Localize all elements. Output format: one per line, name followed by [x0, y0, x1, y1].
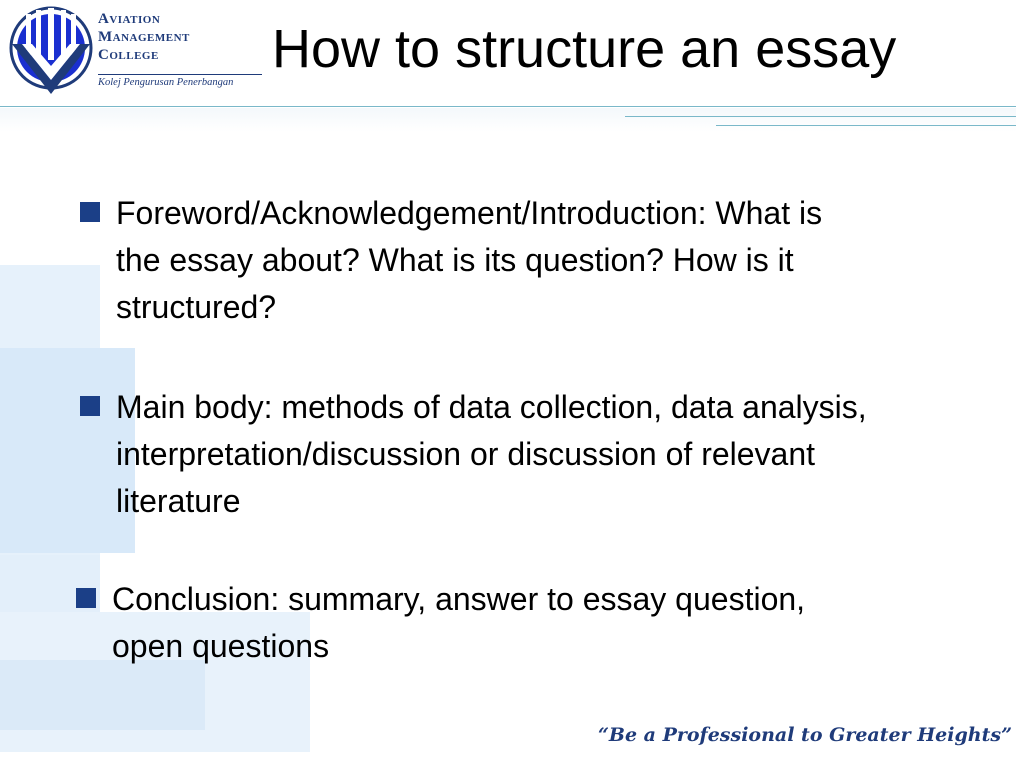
bullet-item — [80, 190, 870, 331]
bullet-square-icon — [80, 396, 100, 416]
bullet-item — [76, 576, 836, 670]
logo-subtitle: Kolej Pengurusan Penerbangan — [98, 74, 262, 88]
bullet-text: Conclusion: summary, answer to essay question, open questions — [112, 581, 806, 664]
bullet-text: Main body: methods of data collection, data analysis, interpretation/discussion or discussion of relevant literature — [116, 389, 867, 519]
bullet-item — [80, 384, 870, 525]
logo-line: College — [98, 47, 159, 63]
bullet-square-icon — [80, 202, 100, 222]
footer-slogan: “Be a Professional to Greater Heights” — [597, 724, 1012, 746]
bullet-square-icon — [76, 588, 96, 608]
logo-line: Management — [98, 29, 190, 45]
logo-line: Aviation — [98, 11, 161, 27]
bullet-text: Foreword/Acknowledgement/Introduction: What is the essay about? What is its question? How is it structured? — [116, 195, 823, 325]
slide-title: How to structure an essay — [272, 19, 897, 79]
